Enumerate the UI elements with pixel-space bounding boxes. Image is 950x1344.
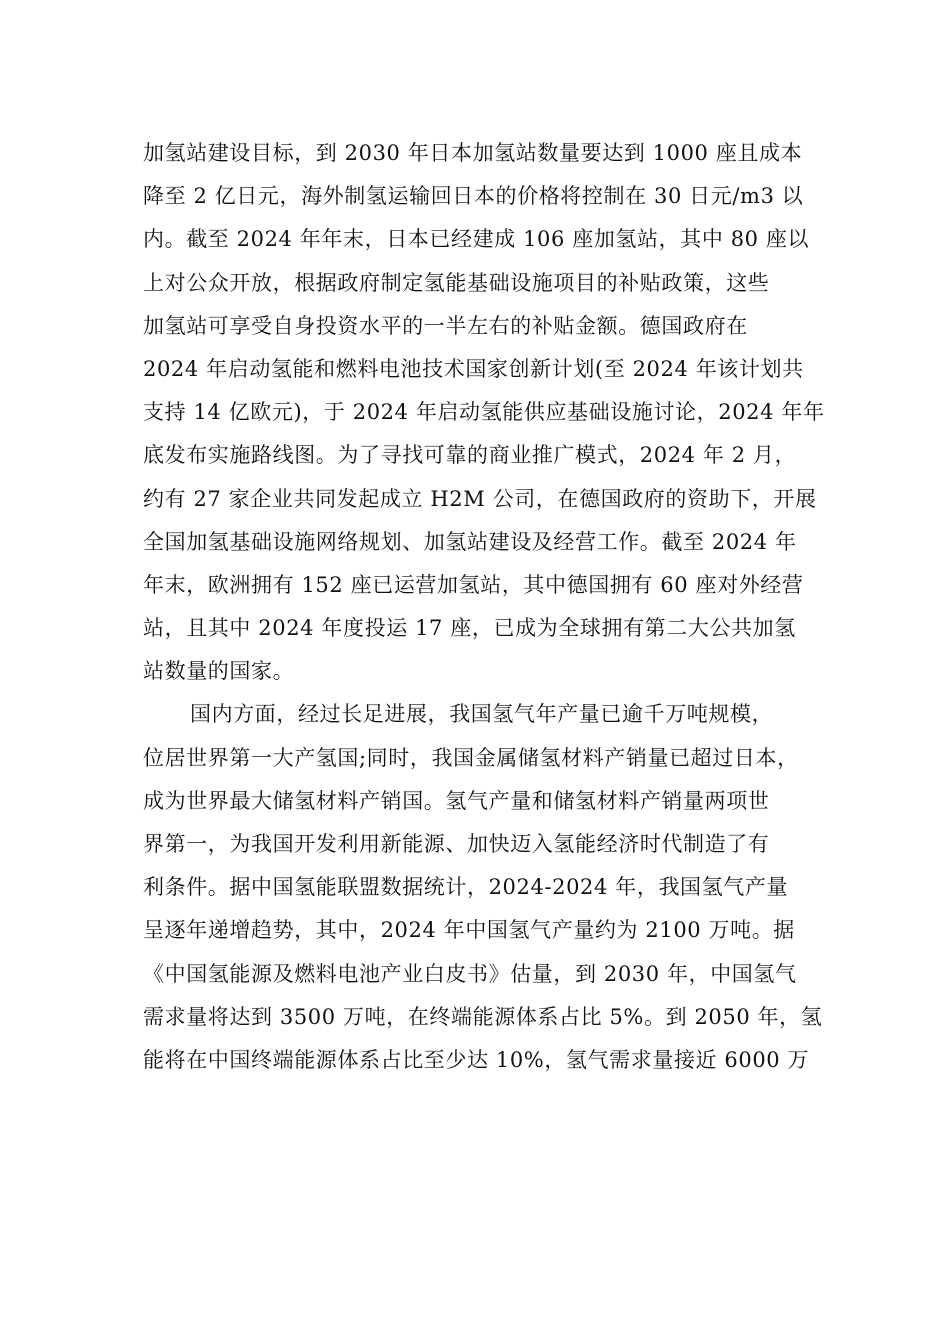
text-line: 底发布实施路线图。为了寻找可靠的商业推广模式，2024 年 2 月， — [143, 443, 797, 468]
text-line: 加氢站可享受自身投资水平的一半左右的补贴金额。德国政府在 — [143, 313, 748, 338]
text-line: 内。截至 2024 年年末，日本已经建成 106 座加氢站，其中 80 座以 — [143, 227, 810, 252]
text-line: 需求量将达到 3500 万吨，在终端能源体系占比 5%。到 2050 年，氢 — [143, 1004, 823, 1029]
text-line: 2024 年启动氢能和燃料电池技术国家创新计划(至 2024 年该计划共 — [143, 356, 804, 381]
text-line: 上对公众开放，根据政府制定氢能基础设施项目的补贴政策，这些 — [143, 270, 770, 295]
paragraph-first-line: 国内方面，经过长足进展，我国氢气年产量已逾千万吨规模， — [190, 702, 774, 727]
text-line: 支持 14 亿欧元)，于 2024 年启动氢能供应基础设施讨论，2024 年年 — [143, 400, 825, 425]
text-line: 能将在中国终端能源体系占比至少达 10%，氢气需求量接近 6000 万 — [143, 1047, 810, 1072]
text-line: 呈逐年递增趋势，其中，2024 年中国氢气产量约为 2100 万吨。据 — [143, 918, 795, 943]
text-line: 年末，欧洲拥有 152 座已运营加氢站，其中德国拥有 60 座对外经营 — [143, 572, 804, 597]
text-line: 全国加氢基础设施网络规划、加氢站建设及经营工作。截至 2024 年 — [143, 529, 797, 554]
text-line: 位居世界第一大产氢国;同时，我国金属储氢材料产销量已超过日本， — [143, 745, 799, 770]
text-line: 约有 27 家企业共同发起成立 H2M 公司，在德国政府的资助下，开展 — [143, 486, 817, 511]
text-line: 利条件。据中国氢能联盟数据统计，2024-2024 年，我国氢气产量 — [143, 875, 789, 900]
text-line: 成为世界最大储氢材料产销国。氢气产量和储氢材料产销量两项世 — [143, 788, 770, 813]
text-line: 站数量的国家。 — [143, 659, 295, 684]
text-line: 降至 2 亿日元，海外制氢运输回日本的价格将控制在 30 日元/m3 以 — [143, 184, 804, 209]
text-line: 站，且其中 2024 年度投运 17 座，已成为全球拥有第二大公共加氢 — [143, 616, 796, 641]
document-body — [143, 132, 823, 1082]
text-line: 《中国氢能源及燃料电池产业白皮书》估量，到 2030 年，中国氢气 — [143, 961, 797, 986]
text-line: 界第一，为我国开发利用新能源、加快迈入氢能经济时代制造了有 — [143, 832, 770, 856]
text-line: 加氢站建设目标，到 2030 年日本加氢站数量要达到 1000 座且成本 — [143, 141, 803, 165]
